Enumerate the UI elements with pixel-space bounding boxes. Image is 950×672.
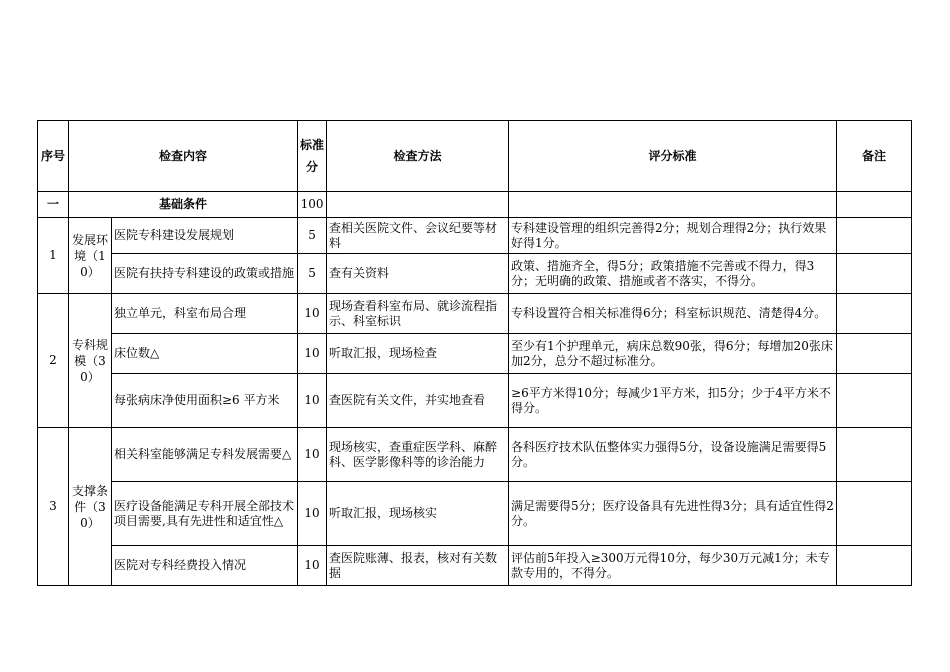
item-note: [837, 546, 912, 586]
item-content: 每张病床净使用面积≥6 平方米: [112, 374, 298, 428]
item-note: [837, 218, 912, 254]
group-seq: 3: [38, 428, 69, 586]
section-title: 基础条件: [69, 192, 298, 218]
item-content: 医院专科建设发展规划: [112, 218, 298, 254]
item-criteria: 至少有1个护理单元，病床总数90张，得6分；每增加20张床加2分，总分不超过标准分。: [509, 334, 837, 374]
table-row: [38, 428, 912, 482]
item-method: 听取汇报，现场核实: [327, 482, 509, 546]
header-row: [38, 121, 912, 192]
assessment-table: [37, 120, 912, 586]
table-row: [38, 254, 912, 294]
item-content: 相关科室能够满足专科发展需要△: [112, 428, 298, 482]
section-note: [837, 192, 912, 218]
item-content: 独立单元，科室布局合理: [112, 294, 298, 334]
item-criteria: 满足需要得5分；医疗设备具有先进性得3分；具有适宜性得2分。: [509, 482, 837, 546]
item-criteria: 政策、措施齐全，得5分；政策措施不完善或不得力，得3分；无明确的政策、措施或者不落实，不得分。: [509, 254, 837, 294]
item-note: [837, 334, 912, 374]
item-method: 查有关资料: [327, 254, 509, 294]
header-score: 标准分: [298, 121, 327, 192]
item-note: [837, 374, 912, 428]
item-method: 查医院有关文件，并实地查看: [327, 374, 509, 428]
item-method: 现场查看科室布局、就诊流程指示、科室标识: [327, 294, 509, 334]
item-method: 查相关医院文件、会议纪要等材料: [327, 218, 509, 254]
header-seq: 序号: [38, 121, 69, 192]
group-category: [69, 218, 112, 294]
table-row: [38, 546, 912, 586]
group-category: [69, 294, 112, 428]
item-score: 10: [298, 428, 327, 482]
item-score: 10: [298, 546, 327, 586]
item-content: 床位数△: [112, 334, 298, 374]
item-criteria: 各科医疗技术队伍整体实力强得5分，设备设施满足需要得5分。: [509, 428, 837, 482]
group-category-label: 发展环境（10）: [71, 232, 108, 279]
item-method: 现场核实，查重症医学科、麻醉科、医学影像科等的诊治能力: [327, 428, 509, 482]
item-score: 5: [298, 254, 327, 294]
group-category-label: 专科规模（30）: [71, 337, 108, 384]
item-content: 医院对专科经费投入情况: [112, 546, 298, 586]
group-seq: 2: [38, 294, 69, 428]
table-row: [38, 334, 912, 374]
section-method: [327, 192, 509, 218]
group-category-label: 支撑条件（30）: [71, 483, 108, 530]
group-category: [69, 428, 112, 586]
item-method: 查医院账薄、报表，核对有关数据: [327, 546, 509, 586]
item-note: [837, 482, 912, 546]
header-criteria: 评分标准: [509, 121, 837, 192]
header-content: 检查内容: [69, 121, 298, 192]
item-content: 医院有扶持专科建设的政策或措施: [112, 254, 298, 294]
item-score: 10: [298, 294, 327, 334]
item-note: [837, 428, 912, 482]
item-score: 5: [298, 218, 327, 254]
section-criteria: [509, 192, 837, 218]
group-seq: 1: [38, 218, 69, 294]
item-score: 10: [298, 374, 327, 428]
section-seq: 一: [38, 192, 69, 218]
table-row: [38, 374, 912, 428]
item-criteria: 评估前5年投入≥300万元得10分，每少30万元减1分；未专款专用的，不得分。: [509, 546, 837, 586]
table-row: [38, 218, 912, 254]
item-criteria: 专科设置符合相关标准得6分；科室标识规范、清楚得4分。: [509, 294, 837, 334]
item-criteria: ≥6平方米得10分；每减少1平方米，扣5分；少于4平方米不得分。: [509, 374, 837, 428]
table-row: [38, 294, 912, 334]
item-score: 10: [298, 482, 327, 546]
item-note: [837, 294, 912, 334]
item-criteria: 专科建设管理的组织完善得2分；规划合理得2分；执行效果好得1分。: [509, 218, 837, 254]
section-row: [38, 192, 912, 218]
item-note: [837, 254, 912, 294]
item-score: 10: [298, 334, 327, 374]
item-content: 医疗设备能满足专科开展全部技术项目需要,具有先进性和适宜性△: [112, 482, 298, 546]
item-method: 听取汇报，现场检查: [327, 334, 509, 374]
header-method: 检查方法: [327, 121, 509, 192]
table-row: [38, 482, 912, 546]
header-note: 备注: [837, 121, 912, 192]
section-score: 100: [298, 192, 327, 218]
